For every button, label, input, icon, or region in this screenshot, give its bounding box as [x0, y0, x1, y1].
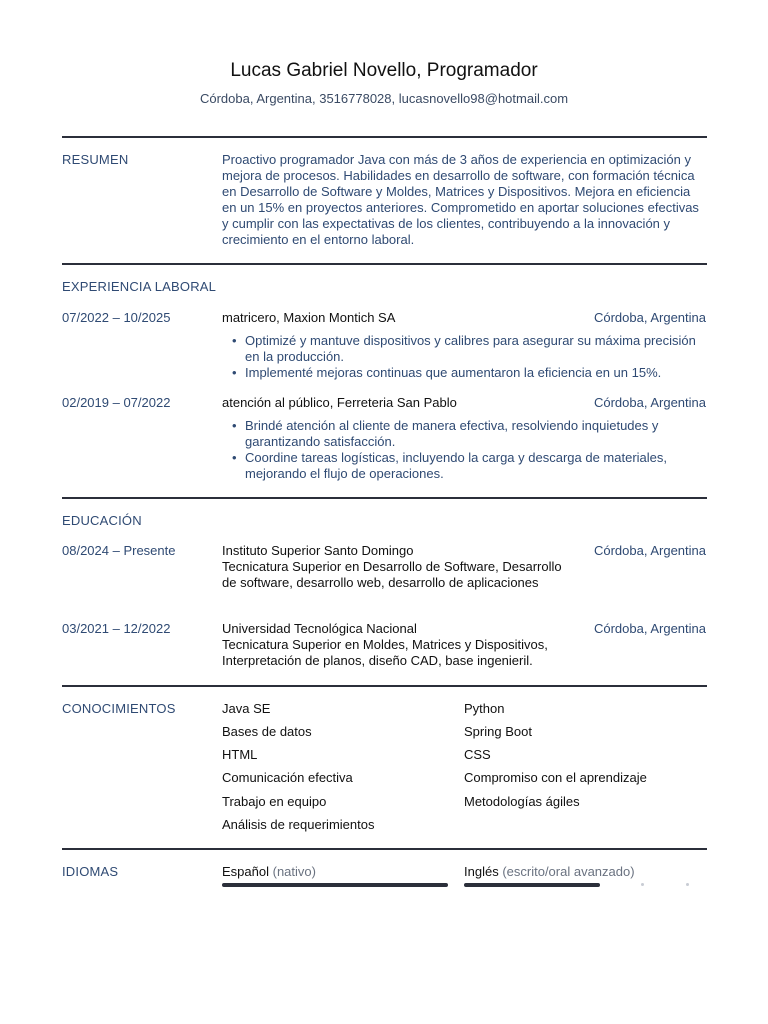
skill-item: HTML: [222, 747, 258, 762]
section-label-educacion: EDUCACIÓN: [62, 513, 142, 528]
job-location: Córdoba, Argentina: [593, 395, 706, 410]
language-name: Español: [222, 864, 269, 879]
skill-item: Compromiso con el aprendizaje: [464, 770, 647, 785]
skill-item: Trabajo en equipo: [222, 794, 327, 809]
language-proficiency-bar: [464, 883, 600, 887]
bullet-icon: •: [232, 418, 237, 433]
language-level: (nativo): [272, 864, 316, 879]
section-divider: [62, 685, 707, 687]
candidate-name: Lucas Gabriel Novello, Programador: [230, 60, 538, 81]
contact-line: Córdoba, Argentina, 3516778028, lucasnovello98@hotmail.com: [199, 91, 569, 106]
education-dates: 03/2021 – 12/2022: [62, 621, 171, 636]
education-location: Córdoba, Argentina: [593, 621, 706, 636]
language-proficiency-bar: [222, 883, 448, 887]
language-item: [222, 864, 316, 879]
bullet-icon: •: [232, 365, 237, 380]
job-dates: 02/2019 – 07/2022: [62, 395, 171, 410]
bullet-icon: •: [232, 333, 237, 348]
education-detail: Tecnicatura Superior en Desarrollo de Software, Desarrollo de software, desarrollo web, desarrollo de aplicaciones: [222, 559, 562, 590]
job-title: atención al público, Ferreteria San Pablo: [222, 395, 457, 410]
language-item: [464, 864, 635, 879]
education-dates: 08/2024 – Presente: [62, 543, 176, 558]
skill-item: Java SE: [222, 701, 271, 716]
section-label-idiomas: IDIOMAS: [62, 864, 119, 879]
education-detail: Tecnicatura Superior en Moldes, Matrices y Dispositivos, Interpretación de planos, diseño CAD, base ingenieril.: [222, 637, 548, 668]
bullet-icon: •: [232, 450, 237, 465]
education-location: Córdoba, Argentina: [593, 543, 706, 558]
list-item: [230, 450, 700, 482]
education-entry: [222, 543, 572, 591]
job-bullets: [230, 418, 700, 482]
skill-item: Metodologías ágiles: [464, 794, 580, 809]
list-item: [230, 365, 700, 381]
section-divider: [62, 136, 707, 138]
section-divider: [62, 263, 707, 265]
list-item: [230, 333, 700, 365]
education-entry: [222, 621, 577, 669]
job-title: matricero, Maxion Montich SA: [222, 310, 396, 325]
section-label-resumen: RESUMEN: [62, 152, 129, 167]
skill-item: CSS: [464, 747, 491, 762]
section-divider: [62, 497, 707, 499]
bullet-text: Coordine tareas logísticas, incluyendo la carga y descarga de materiales, mejorando el flujo de operaciones.: [245, 450, 668, 481]
skill-item: Bases de datos: [222, 724, 312, 739]
section-label-experiencia: EXPERIENCIA LABORAL: [62, 279, 217, 294]
bullet-text: Implementé mejoras continuas que aumentaron la eficiencia en un 15%.: [245, 365, 662, 380]
job-location: Córdoba, Argentina: [593, 310, 706, 325]
language-level: (escrito/oral avanzado): [502, 864, 635, 879]
proficiency-dot: [686, 883, 689, 886]
proficiency-dot: [641, 883, 644, 886]
job-bullets: [230, 333, 700, 381]
summary-text: Proactivo programador Java con más de 3 años de experiencia en optimización y mejora de procesos. Habilidades en desarrollo de software, con formación técnica en Desarrollo de Software y Moldes, Matrices y Dispositivos. Mejora en eficiencia en un 15% en proyectos anteriores. Comprometido en aportar soluciones efectivas y cumplir con las expectativas de los clientes, contribuyendo a la innovación y crecimiento en el entorno laboral.: [222, 152, 699, 247]
section-label-conocimientos: CONOCIMIENTOS: [62, 701, 176, 716]
education-institution: Instituto Superior Santo Domingo: [222, 543, 414, 558]
list-item: [230, 418, 700, 450]
language-name: Inglés: [464, 864, 499, 879]
skill-item: Análisis de requerimientos: [222, 817, 375, 832]
bullet-text: Optimizé y mantuve dispositivos y calibres para asegurar su máxima precisión en la producción.: [245, 333, 696, 364]
skill-item: Comunicación efectiva: [222, 770, 353, 785]
job-dates: 07/2022 – 10/2025: [62, 310, 171, 325]
section-divider: [62, 848, 707, 850]
skill-item: Spring Boot: [464, 724, 532, 739]
education-institution: Universidad Tecnológica Nacional: [222, 621, 417, 636]
bullet-text: Brindé atención al cliente de manera efectiva, resolviendo inquietudes y garantizando satisfacción.: [245, 418, 659, 449]
skill-item: Python: [464, 701, 505, 716]
